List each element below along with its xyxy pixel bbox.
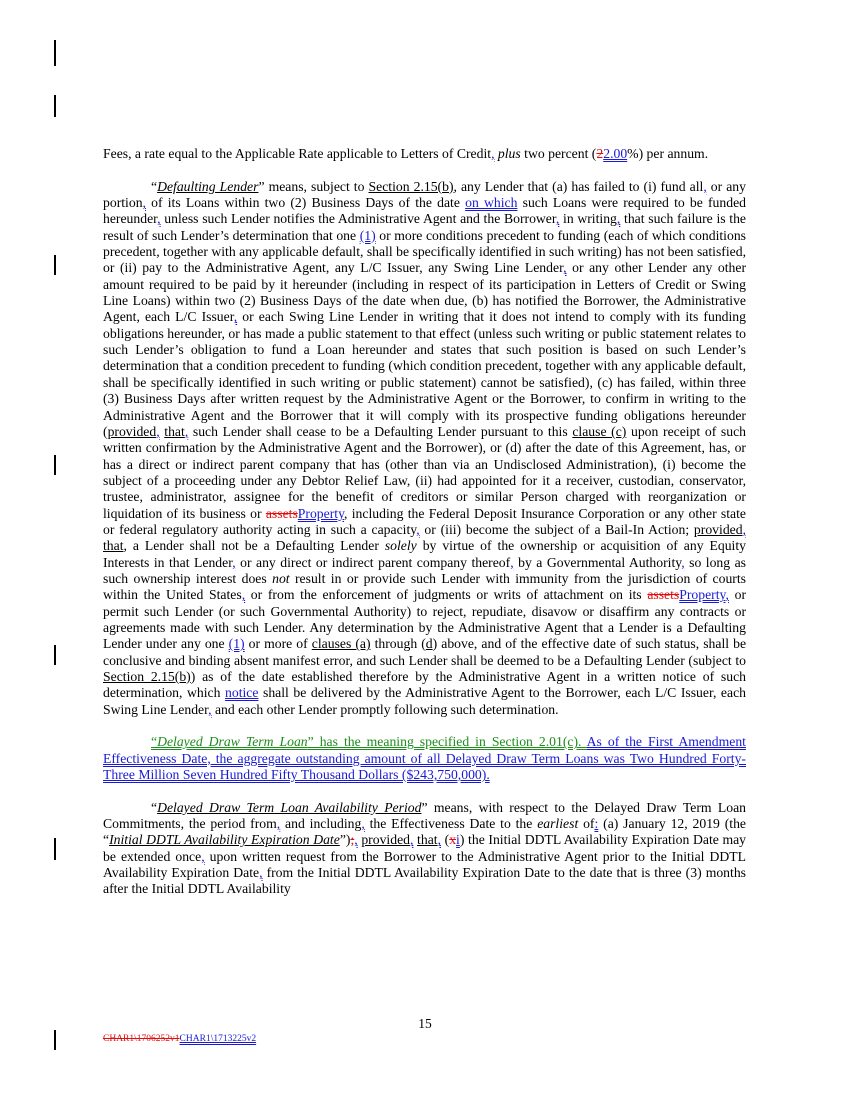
text-run: , including the Federal Deposit Insurance Corporation or any other state or federal regulatory authority acting in such a capacity: [103, 505, 747, 537]
inserted-text: ,: [276, 816, 281, 832]
text-run: Delayed Draw Term Loan: [157, 734, 308, 750]
text-run: Defaulting Lender: [157, 178, 259, 194]
text-run: that such failure is the result of such Lender’s determination that one: [103, 211, 747, 243]
text-run: (a) January 12, 2019 (the “: [103, 816, 747, 848]
document-footer-id: [103, 1034, 256, 1044]
text-run: (: [441, 832, 450, 848]
text-run: d: [425, 636, 433, 652]
inserted-text: ,: [616, 211, 621, 227]
text-run: ) above, and of the effective date of such status, shall be conclusive and binding absent manifest error, and such Lender shall be deemed to be a Defaulting Lender (subject to: [103, 636, 747, 668]
text-run: upon written request from the Borrower to the Administrative Agent prior to the Initial DDTL Availability Expiration Date: [103, 848, 746, 881]
text-run: or more of: [244, 636, 312, 652]
inserted-text: ,: [354, 832, 358, 848]
text-run: or each Swing Line Lender in writing that it does not intend to comply with its funding obligations hereunder, or has made a public statement to that effect (unless such writing or public statement relates to such Lender’s obligation to fund a Loan hereunder and states that such position is based on such Lender’s determination that a condition precedent to funding (which condition precedent, together with any applicable default, shall be specifically identified in such writing or public statement) cannot be satisfied), (c) has failed, within three (3) Business Days after written request by the Administrative Agent or the Borrower, to confirm in writing to the Administrative Agent and the Borrower that it will comply with its prospective funding obligations hereunder (: [103, 309, 746, 439]
text-run: provided: [361, 832, 410, 848]
change-bar: [54, 95, 56, 117]
inserted-text: ,: [208, 701, 212, 717]
text-run: “: [151, 799, 158, 815]
text-run: and each other Lender promptly following such determination.: [211, 701, 559, 717]
text-run: that: [164, 423, 185, 439]
footer-inserted-id: CHAR1\1713225v2: [179, 1034, 257, 1044]
text-run: earliest: [537, 816, 579, 832]
paragraph: [103, 179, 746, 718]
text-run: from the Initial DDTL Availability Expiration Date to the date that is three (3) months after the Initial DDTL Availability: [103, 865, 746, 897]
text-run: provided: [107, 423, 157, 439]
deleted-text: ;: [350, 832, 355, 848]
text-run: the Effectiveness Date to the: [364, 816, 538, 832]
text-run: by a Governmental Authority: [513, 554, 682, 570]
inserted-text: ,: [681, 554, 685, 570]
text-run: so long as such ownership interest does: [103, 554, 747, 586]
change-bar: [54, 645, 56, 665]
text-run: or (iii) become the subject of a Bail-In Action;: [419, 521, 694, 537]
text-run: or permit such Lender (or such Governmental Authority) to reject, repudiate, disavow or disaffirm any contracts or agreements made with such Lender. Any determination by the Administrative Agent that a Lender is a Defaulting Lender under any one: [103, 587, 747, 652]
text-run: ) as of the date established therefore by the Administrative Agent in a written notice of such determination, which: [103, 669, 746, 701]
inserted-text: ,: [416, 521, 420, 537]
inserted-text: ,: [742, 521, 746, 537]
text-run: Fees, a rate equal to the Applicable Rate applicable to Letters of Credit: [103, 146, 492, 161]
inserted-text: (1): [359, 227, 376, 243]
inserted-text: ,: [555, 211, 560, 227]
text-run: ” has the meaning specified in Section 2.01(c).: [307, 734, 587, 750]
text-run: that: [417, 832, 438, 848]
text-run: or from the enforcement of judgments or writs of attachment on its: [245, 587, 648, 603]
inserted-text: ,: [361, 816, 365, 832]
text-run: Section 2.15(b): [103, 669, 191, 684]
text-run: or any portion: [103, 178, 746, 211]
inserted-text: ,: [491, 146, 495, 161]
text-run: unless such Lender notifies the Administrative Agent and the Borrower: [160, 211, 556, 227]
inserted-text: (1): [228, 636, 245, 652]
inserted-text: on which: [465, 195, 518, 211]
change-bar: [54, 1030, 56, 1050]
change-bar: [54, 838, 56, 860]
text-run: Delayed Draw Term Loan Availability Period: [157, 799, 422, 815]
text-run: clause (c): [572, 423, 627, 439]
text-run: , any Lender that (a) has failed to (i) fund all: [453, 178, 704, 194]
change-bar: [54, 40, 56, 66]
text-run: such Loans were required to be funded hereunder: [103, 195, 747, 227]
inserted-text: notice: [225, 685, 259, 701]
footer-deleted-id: CHAR1\1706252v1: [103, 1034, 180, 1044]
inserted-text: ,: [142, 195, 146, 211]
inserted-text: ,: [233, 309, 238, 325]
inserted-text: ,: [232, 554, 236, 570]
inserted-text: ,: [437, 832, 441, 848]
paragraph: [103, 146, 746, 162]
text-run: “: [151, 734, 158, 750]
inserted-text: ,: [563, 260, 567, 276]
paragraph: [103, 734, 746, 783]
deleted-text: 2: [596, 146, 604, 161]
text-run: or any other Lender any other amount required to be paid by it hereunder (including in respect of its participation in Letters of Credit or Swing Line Loans) within two (2) Business Days of the date when due, (b) has notified the Borrower, the Administrative Agent, each L/C Issuer: [103, 260, 746, 325]
page-number: 15: [418, 1016, 432, 1031]
text-run: by virtue of the ownership or acquisition of any Equity Interests in that Lender: [103, 538, 746, 570]
text-run: that: [103, 538, 124, 554]
text-run: plus: [497, 146, 521, 161]
inserted-text: As of the First Amendment Effectiveness Date, the aggregate outstanding amount of all Delayed Draw Term Loans was Two Hundred Forty-Three Million Seven Hundred Fifty Thousand Dollars ($243,750,000).: [103, 734, 746, 783]
text-run: ” means, subject to: [258, 178, 369, 194]
text-run: solely: [384, 538, 417, 554]
deleted-text: assets: [265, 505, 298, 521]
text-run: not: [272, 570, 290, 586]
text-run: or more conditions precedent to funding (each of which conditions precedent, together with any applicable default, shall be specifically identified in such writing) has not been satisfied, or (ii) pay to the Administrative Agent, any L/C Issuer, any Swing Line Lender: [103, 227, 746, 276]
text-run: shall be delivered by the Administrative Agent to the Borrower, each L/C Issuer, each Swing Line Lender: [103, 685, 746, 717]
text-run: in writing: [559, 211, 617, 227]
inserted-text: 2.00: [603, 146, 628, 161]
text-run: Initial DDTL Availability Expiration Date: [109, 832, 340, 848]
text-run: Section 2.15(b): [368, 178, 454, 194]
inserted-text: ,: [725, 587, 729, 603]
deleted-text: x: [449, 832, 457, 848]
inserted-text: ,: [156, 423, 160, 439]
inserted-text: :: [594, 816, 599, 832]
text-run: upon receipt of such written confirmation by the Administrative Agent and the Borrower), or (d) after the date of this Agreement, has, or has a direct or indirect parent company that has (other than via an Undisclosed Administration), (i) become the subject of a proceeding under any Debtor Relief Law, (ii) had appointed for it a receiver, custodian, conservator, trustee, administrator, assignee for the benefit of creditors or similar Person charged with reorganization or liquidation of its business or: [103, 423, 747, 521]
inserted-text: ,: [201, 848, 205, 864]
inserted-text: Property: [297, 505, 345, 521]
inserted-text: ,: [259, 865, 263, 881]
text-run: ”): [339, 832, 351, 848]
text-run: such Lender shall cease to be a Defaulting Lender pursuant to this: [188, 423, 573, 439]
change-bar: [54, 455, 56, 475]
inserted-text: ,: [703, 178, 707, 194]
inserted-text: Property: [679, 587, 726, 603]
deleted-text: assets: [647, 587, 680, 603]
document-body: [103, 146, 746, 914]
text-run: through (: [370, 636, 426, 652]
text-run: , a Lender shall not be a Defaulting Lender: [123, 538, 385, 554]
change-bar: [54, 255, 56, 275]
paragraph: [103, 800, 746, 898]
text-run: clauses (a): [311, 636, 371, 652]
text-run: or any direct or indirect parent company thereof: [235, 554, 511, 570]
text-run: result in or provide such Lender with immunity from the jurisdiction of courts within the United States: [103, 570, 746, 603]
text-run: provided: [693, 521, 743, 537]
text-run: of: [578, 816, 595, 832]
inserted-text: i: [456, 832, 460, 848]
inserted-text: ,: [409, 832, 414, 848]
text-run: two percent (: [520, 146, 597, 161]
inserted-text: ,: [241, 587, 246, 603]
text-run: and including: [280, 816, 362, 832]
inserted-text: ,: [510, 554, 514, 570]
text-run: %) per annum.: [627, 146, 709, 161]
text-run: of its Loans within two (2) Business Days of the date: [145, 195, 466, 211]
text-run: ” means, with respect to the Delayed Draw Term Loan Commitments, the period from: [103, 799, 746, 832]
inserted-text: ,: [157, 211, 161, 227]
inserted-text: ,: [184, 423, 189, 439]
text-run: “: [151, 178, 158, 194]
text-run: ) the Initial DDTL Availability Expiration Date may be extended once: [103, 832, 747, 864]
